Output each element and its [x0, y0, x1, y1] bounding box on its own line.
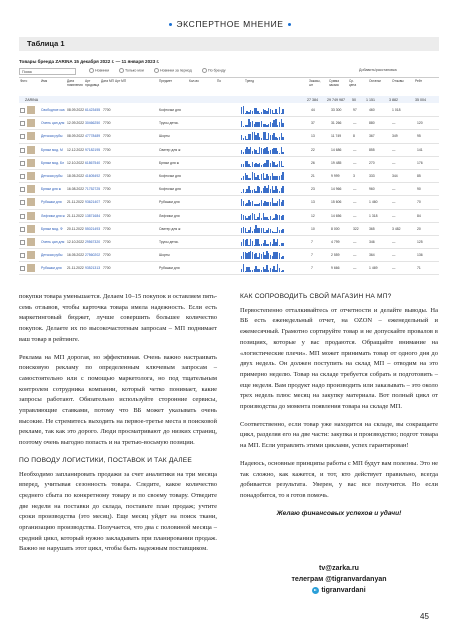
cell-sum: 8 000: [331, 226, 340, 231]
section-header: ЭКСПЕРТНОЕ МНЕНИЕ: [0, 19, 460, 29]
cell-reviews: —: [392, 160, 396, 165]
cell-reviews: 1 018: [392, 108, 401, 112]
cell-item: Лифчики для: [159, 213, 180, 218]
right-column: [240, 292, 438, 526]
cell-sum: 2 559: [331, 253, 340, 258]
cell-code: 7700: [103, 121, 111, 126]
cell-sku[interactable]: 41605492: [85, 173, 101, 178]
trend-sparkline: [241, 119, 285, 127]
cell-orders: 37: [311, 121, 315, 126]
cell-code: 7700: [103, 266, 111, 271]
bullet-icon: [169, 23, 172, 26]
cell-rating: 20: [417, 226, 421, 231]
row-checkbox[interactable]: [20, 134, 25, 139]
section-heading: КАК СОПРОВОДИТЬ СВОЙ МАГАЗИН НА МП?: [240, 293, 392, 300]
cell-name[interactable]: Детская рубы: [41, 134, 63, 139]
cell-price: —: [353, 147, 357, 152]
cell-code: 7700: [103, 108, 111, 112]
cell-name[interactable]: Лифчики для ж: [41, 213, 65, 218]
cell-sku[interactable]: 30466250: [85, 121, 101, 126]
vk-icon: [312, 587, 319, 594]
cell-orders: 23: [311, 187, 315, 192]
cell-stock: 346: [369, 239, 375, 244]
cell-rating: 176: [417, 160, 423, 165]
search-input[interactable]: Поиск: [19, 68, 76, 75]
cell-sum: 9 666: [331, 266, 340, 271]
sparkline-bar: [282, 152, 283, 154]
cell-item: Шорты: [159, 253, 170, 258]
trend-sparkline: [241, 185, 285, 193]
cell-orders: 7: [311, 266, 313, 271]
cell-rating: 136: [417, 253, 423, 258]
cell-name[interactable]: Детская рубы: [41, 253, 63, 258]
cell-sku[interactable]: 29567320: [85, 239, 101, 244]
cell-orders: 13: [311, 200, 315, 205]
cell-sum: 31 266: [331, 121, 342, 126]
cell-item: Рубашки для: [159, 200, 180, 205]
cell-orders: 22: [311, 147, 315, 152]
cell-rating: 90: [417, 187, 421, 192]
paragraph: покупки товара уменьшается. Делаем 10–15 покупок и оставляем пять-семь отзывов, чтобы карточка товара имела надежность. Если есть маркетинговый бюджет, лучше совершить большее количество покупок. Делаете их по высокочастотным запросам – МП поднимает ваш товар в рейтинге.: [19, 293, 217, 343]
trend-sparkline: [241, 172, 285, 180]
cell-price: —: [353, 213, 357, 218]
cell-price: 8: [353, 134, 355, 139]
table-row[interactable]: [19, 236, 439, 249]
cell-sku[interactable]: 93621407: [85, 200, 101, 205]
cell-code: 7700: [103, 239, 111, 244]
cell-code: 7700: [103, 226, 111, 231]
sparkline-bar: [282, 270, 283, 272]
product-thumbnail: [27, 132, 35, 140]
section-heading: ПО ПОВОДУ ЛОГИСТИКИ, ПОСТАВОК И ТАК ДАЛЕЕ: [19, 456, 192, 464]
cell-price: —: [353, 187, 357, 192]
cell-price: —: [353, 121, 357, 126]
row-checkbox[interactable]: [20, 227, 25, 232]
cell-reviews: —: [392, 239, 396, 244]
cell-rating: 95: [417, 134, 421, 139]
cell-reviews: —: [392, 266, 396, 271]
cell-stock: 1 318: [369, 213, 378, 218]
table-row[interactable]: [19, 249, 439, 262]
sparkline-bar: [282, 229, 283, 233]
cell-code: 7700: [103, 134, 111, 139]
cell-orders: 13: [311, 134, 315, 139]
cell-sum: 14 686: [331, 147, 342, 152]
row-checkbox[interactable]: [20, 121, 25, 126]
cell-sku[interactable]: 13871684: [85, 213, 101, 218]
trend-sparkline: [241, 198, 285, 206]
vk-handle[interactable]: tigranvardani: [240, 585, 438, 596]
cell-date: 16.05.2022: [67, 253, 84, 258]
row-checkbox[interactable]: [20, 266, 25, 271]
cell-name[interactable]: Брюки для ж: [41, 187, 61, 192]
product-thumbnail: [27, 264, 35, 272]
cell-price: —: [353, 239, 357, 244]
cell-stock: 1 460: [369, 200, 378, 205]
cell-code: 7700: [103, 253, 111, 258]
cell-stock: 364: [369, 253, 375, 258]
cell-name[interactable]: Брюки мод. М: [41, 147, 63, 152]
cell-stock: 333: [369, 173, 375, 178]
cell-reviews: 349: [392, 134, 398, 139]
cell-price: —: [353, 266, 357, 271]
product-table: [19, 104, 439, 275]
row-checkbox[interactable]: [20, 214, 25, 219]
cell-sku[interactable]: 97182195: [85, 147, 101, 152]
cell-date: 18.05.2022: [67, 173, 84, 178]
paragraph: Соответственно, если товар уже находится на складе, вы сокращаете цикл, разделяя его на две части: закупка и производство; подгот товара на МП. Если управлять этими циклами, успех гарантирован!: [240, 420, 438, 450]
cell-item: Трусы детск.: [159, 239, 179, 244]
table-row[interactable]: [19, 130, 439, 143]
product-thumbnail: [27, 106, 35, 114]
cell-sum: 14 656: [331, 213, 342, 218]
cell-rating: 84: [417, 213, 421, 218]
summary-row: ZARINA 27 384 29 749 987 50 1 151 3 882 35 004: [19, 96, 439, 103]
trend-sparkline: [241, 238, 285, 246]
trend-sparkline: [241, 264, 285, 272]
column-header: Фото Имя Дата появления Арт продавца Дата МП Арт МП Предмет Кол-во По Тренд Заказы, шт Сумма заказа Ср. цена Остатки Отзывы Рейт: [19, 77, 439, 97]
closing-wish: Желаю финансовых успехов и удачи!: [276, 509, 402, 517]
cell-reviews: —: [392, 253, 396, 258]
cell-sum: 9 999: [331, 173, 340, 178]
left-column: [19, 292, 217, 562]
cell-date: 16.08.2022: [67, 187, 84, 192]
contacts-block: [240, 563, 438, 596]
cell-sku[interactable]: 61867540: [85, 160, 101, 165]
sparkline-bar: [282, 166, 283, 167]
row-checkbox[interactable]: [20, 187, 25, 192]
table-row[interactable]: [19, 210, 439, 223]
sparkline-bar: [282, 186, 283, 193]
cell-code: 7700: [103, 187, 111, 192]
table-row[interactable]: [19, 117, 439, 130]
cell-item: Трусы детск.: [159, 121, 179, 126]
trend-sparkline: [241, 251, 285, 259]
trend-sparkline: [241, 212, 285, 220]
trend-sparkline: [241, 106, 285, 114]
cell-orders: 7: [311, 239, 313, 244]
paragraph: Надеюсь, основные принципы работы с МП будут вам полезны. Это не так сложно, как кажется, и тот, кто действует правильно, всегда добивается результата. Уверен, у вас все получится. Но если понадобится, то я готов помочь.: [240, 459, 438, 499]
cell-rating: 125: [417, 239, 423, 244]
product-thumbnail: [27, 119, 35, 127]
cell-sku[interactable]: 71752725: [85, 187, 101, 192]
sparkline-bar: [282, 172, 283, 180]
sparkline-bar: [282, 256, 283, 259]
cell-item: Свитер для ж: [159, 147, 181, 152]
cell-item: Рубашки для: [159, 266, 180, 271]
cell-code: 7700: [103, 173, 111, 178]
product-thumbnail: [27, 172, 35, 180]
cell-sku[interactable]: 27560202: [85, 253, 101, 258]
cell-item: Кофточки для: [159, 173, 181, 178]
telegram-handle[interactable]: телеграм @tigranvardanyan: [291, 576, 387, 583]
cell-sum: 19 485: [331, 160, 342, 165]
cell-price: —: [353, 200, 357, 205]
trend-sparkline: [241, 146, 285, 154]
filter-option[interactable]: Новинки: [89, 68, 109, 73]
cell-name[interactable]: Детская рубы: [41, 173, 63, 178]
cell-date: 21.11.2022: [67, 266, 84, 271]
cell-item: Кофточки для: [159, 108, 181, 112]
cell-name[interactable]: Очень цан для: [41, 121, 65, 126]
product-thumbnail: [27, 238, 35, 246]
table-row[interactable]: [19, 104, 439, 117]
sparkline-bar: [282, 200, 283, 206]
table-row[interactable]: [19, 157, 439, 170]
cell-stock: 1 469: [369, 266, 378, 271]
cell-orders: 26: [311, 160, 315, 165]
cell-reviews: —: [392, 200, 396, 205]
paragraph: Необходимо запланировать продажи за счет аналитики на три месяца вперед, учитывая сезонность товара. Следите, какое количество среднего сбыта по конкретному товару и по своему товару. Отведите две недели на поставки до склада, поставьте план продаж; учтите сроки производства (это месяц). Еще месяц уйдет на поиск ткани, организацию производства. Получается, что два с половиной месяца – средний цикл, который нужно закладывать при планировании продаж. Важно не нарушать этот цикл, чтобы быть надежным поставщиком.: [19, 470, 217, 553]
table-row[interactable]: [19, 196, 439, 209]
cell-name[interactable]: Рубашки для: [41, 200, 62, 205]
cell-stock: 367: [369, 134, 375, 139]
cell-code: 7700: [103, 213, 111, 218]
product-thumbnail: [27, 159, 35, 167]
sparkline-bar: [282, 215, 283, 220]
cell-reviews: —: [392, 147, 396, 152]
cell-name[interactable]: Рубашки для: [41, 266, 62, 271]
row-checkbox[interactable]: [20, 240, 25, 245]
cell-reviews: 344: [392, 173, 398, 178]
table-row[interactable]: [19, 144, 439, 157]
cell-sku[interactable]: 55021493: [85, 226, 101, 231]
cell-price: 97: [353, 108, 357, 112]
row-checkbox[interactable]: [20, 253, 25, 258]
filter-option[interactable]: По бренду: [202, 68, 226, 73]
table-label: Таблица 1: [19, 37, 439, 51]
cell-code: 7700: [103, 147, 111, 152]
cell-sum: 11 749: [331, 134, 342, 139]
cell-code: 7700: [103, 200, 111, 205]
cell-price: —: [353, 160, 357, 165]
cell-reviews: —: [392, 213, 396, 218]
table-row[interactable]: [19, 183, 439, 196]
filter-right-link[interactable]: Добавить/расстановка: [359, 68, 397, 72]
cell-name[interactable]: Свободное ска: [41, 108, 65, 112]
product-thumbnail: [27, 198, 35, 206]
product-thumbnail: [27, 212, 35, 220]
cell-name[interactable]: Брюки мод. Бл: [41, 160, 65, 165]
cell-price: —: [353, 253, 357, 258]
product-thumbnail: [27, 185, 35, 193]
analytics-screenshot: [19, 59, 439, 282]
cell-date: 12.10.2022: [67, 239, 84, 244]
trend-sparkline: [241, 225, 285, 233]
cell-rating: 70: [417, 200, 421, 205]
cell-item: Брюки для ж: [159, 160, 179, 165]
cell-reviews: 3 482: [392, 226, 401, 231]
cell-reviews: —: [392, 187, 396, 192]
cell-orders: 10: [311, 226, 315, 231]
row-checkbox[interactable]: [20, 108, 25, 113]
cell-date: 08.09.2022: [67, 108, 84, 112]
paragraph: Первостепенно отталкивайтесь от отчетности и делайте выводы. На ВБ есть еженедельный отчет, на OZON – еженедельный и ежемесячный. Грамотно сортируйте товар и не допускайте провалов в позициях, которые у вас продаются. Обращайте внимание на «логистические плечи». МП может принимать товар от одного дня до двух недель. Он должен поступить на склад МП – отводим на это примерно неделю. Товар на складе требуется собрать и подготовить – еще неделя. Вам продукт надо производить или заказывать – это около трех недель плюс месяц на закупку материала. Вот полный цикл от производства до момента появления товара на складе МП.: [240, 306, 438, 411]
cell-item: Шорты: [159, 134, 170, 139]
cell-rating: 120: [417, 121, 423, 126]
paragraph: Реклама на МП дорогая, но эффективная. Очень важно настраивать поисковую рекламу по определенным ключевым запросам – самостоятельно или с помощью маркетолога, но под тщательным контролем сотрудника компании, который четко понимает, какие запросы работают. Обязательно используйте сторонние сервисы, управляющие ставками, потому что ВБ может указывать очень высокие. Не стремитесь выходить на первое-третье места в поисковой рекламе, так как это дорого. Люди просматривают до низких страниц, поэтому очень выгодно попасть и на третью-восьмую позиции.: [19, 353, 217, 447]
cell-date: 12.10.2022: [67, 160, 84, 165]
sparkline-bar: [282, 109, 283, 114]
cell-stock: 880: [369, 121, 375, 126]
cell-sum: 4 799: [331, 239, 340, 244]
row-checkbox[interactable]: [20, 161, 25, 166]
cell-sku[interactable]: 93521313: [85, 266, 101, 271]
trend-sparkline: [241, 132, 285, 140]
cell-price: 322: [353, 226, 359, 231]
cell-orders: 21: [311, 173, 315, 178]
filter-bar: [19, 67, 439, 75]
cell-rating: 85: [417, 173, 421, 178]
cell-sum: 14 966: [331, 187, 342, 192]
email[interactable]: tv@zarka.ru: [319, 565, 359, 572]
cell-item: Свитер для ж: [159, 226, 181, 231]
page-number: 45: [420, 612, 429, 621]
table-row[interactable]: [19, 170, 439, 183]
filter-option[interactable]: Только мои: [119, 68, 144, 73]
sparkline-bar: [282, 243, 283, 246]
sparkline-bar: [282, 123, 283, 127]
table-row[interactable]: [19, 223, 439, 236]
filter-option[interactable]: Новинки за период: [154, 68, 192, 73]
cell-sku[interactable]: 47778489: [85, 134, 101, 139]
cell-date: 21.11.2022: [67, 213, 84, 218]
cell-orders: 44: [311, 108, 315, 112]
cell-sku[interactable]: 61423455: [85, 108, 101, 112]
cell-sum: 33 300: [331, 108, 342, 112]
cell-date: 08.09.2022: [67, 134, 84, 139]
product-thumbnail: [27, 251, 35, 259]
cell-stock: 270: [369, 160, 375, 165]
trend-sparkline: [241, 159, 285, 167]
screenshot-title: Товары бренда ZARINA 15 декабря 2022 г. — 11 января 2023 г.: [19, 59, 160, 64]
table-row[interactable]: [19, 262, 439, 275]
row-checkbox[interactable]: [20, 174, 25, 179]
cell-orders: 7: [311, 253, 313, 258]
bullet-icon: [288, 23, 291, 26]
cell-rating: 141: [417, 147, 423, 152]
cell-sum: 15 606: [331, 200, 342, 205]
cell-name[interactable]: Очень цан для: [41, 239, 65, 244]
cell-date: 12.12.2022: [67, 147, 84, 152]
product-thumbnail: [27, 146, 35, 154]
cell-reviews: —: [392, 121, 396, 126]
cell-date: 12.09.2022: [67, 121, 84, 126]
cell-stock: 365: [369, 226, 375, 231]
cell-rating: 71: [417, 266, 421, 271]
row-checkbox[interactable]: [20, 200, 25, 205]
row-checkbox[interactable]: [20, 148, 25, 153]
cell-price: 3: [353, 173, 355, 178]
cell-date: 21.11.2022: [67, 200, 84, 205]
cell-code: 7700: [103, 160, 111, 165]
cell-item: Кофточки для: [159, 187, 181, 192]
product-thumbnail: [27, 225, 35, 233]
sparkline-bar: [282, 137, 283, 140]
cell-date: 20.11.2022: [67, 226, 84, 231]
cell-stock: 855: [369, 147, 375, 152]
cell-stock: 460: [369, 108, 375, 112]
cell-orders: 12: [311, 213, 315, 218]
cell-stock: 960: [369, 187, 375, 192]
cell-name[interactable]: Брюки мод. Ф: [41, 226, 63, 231]
